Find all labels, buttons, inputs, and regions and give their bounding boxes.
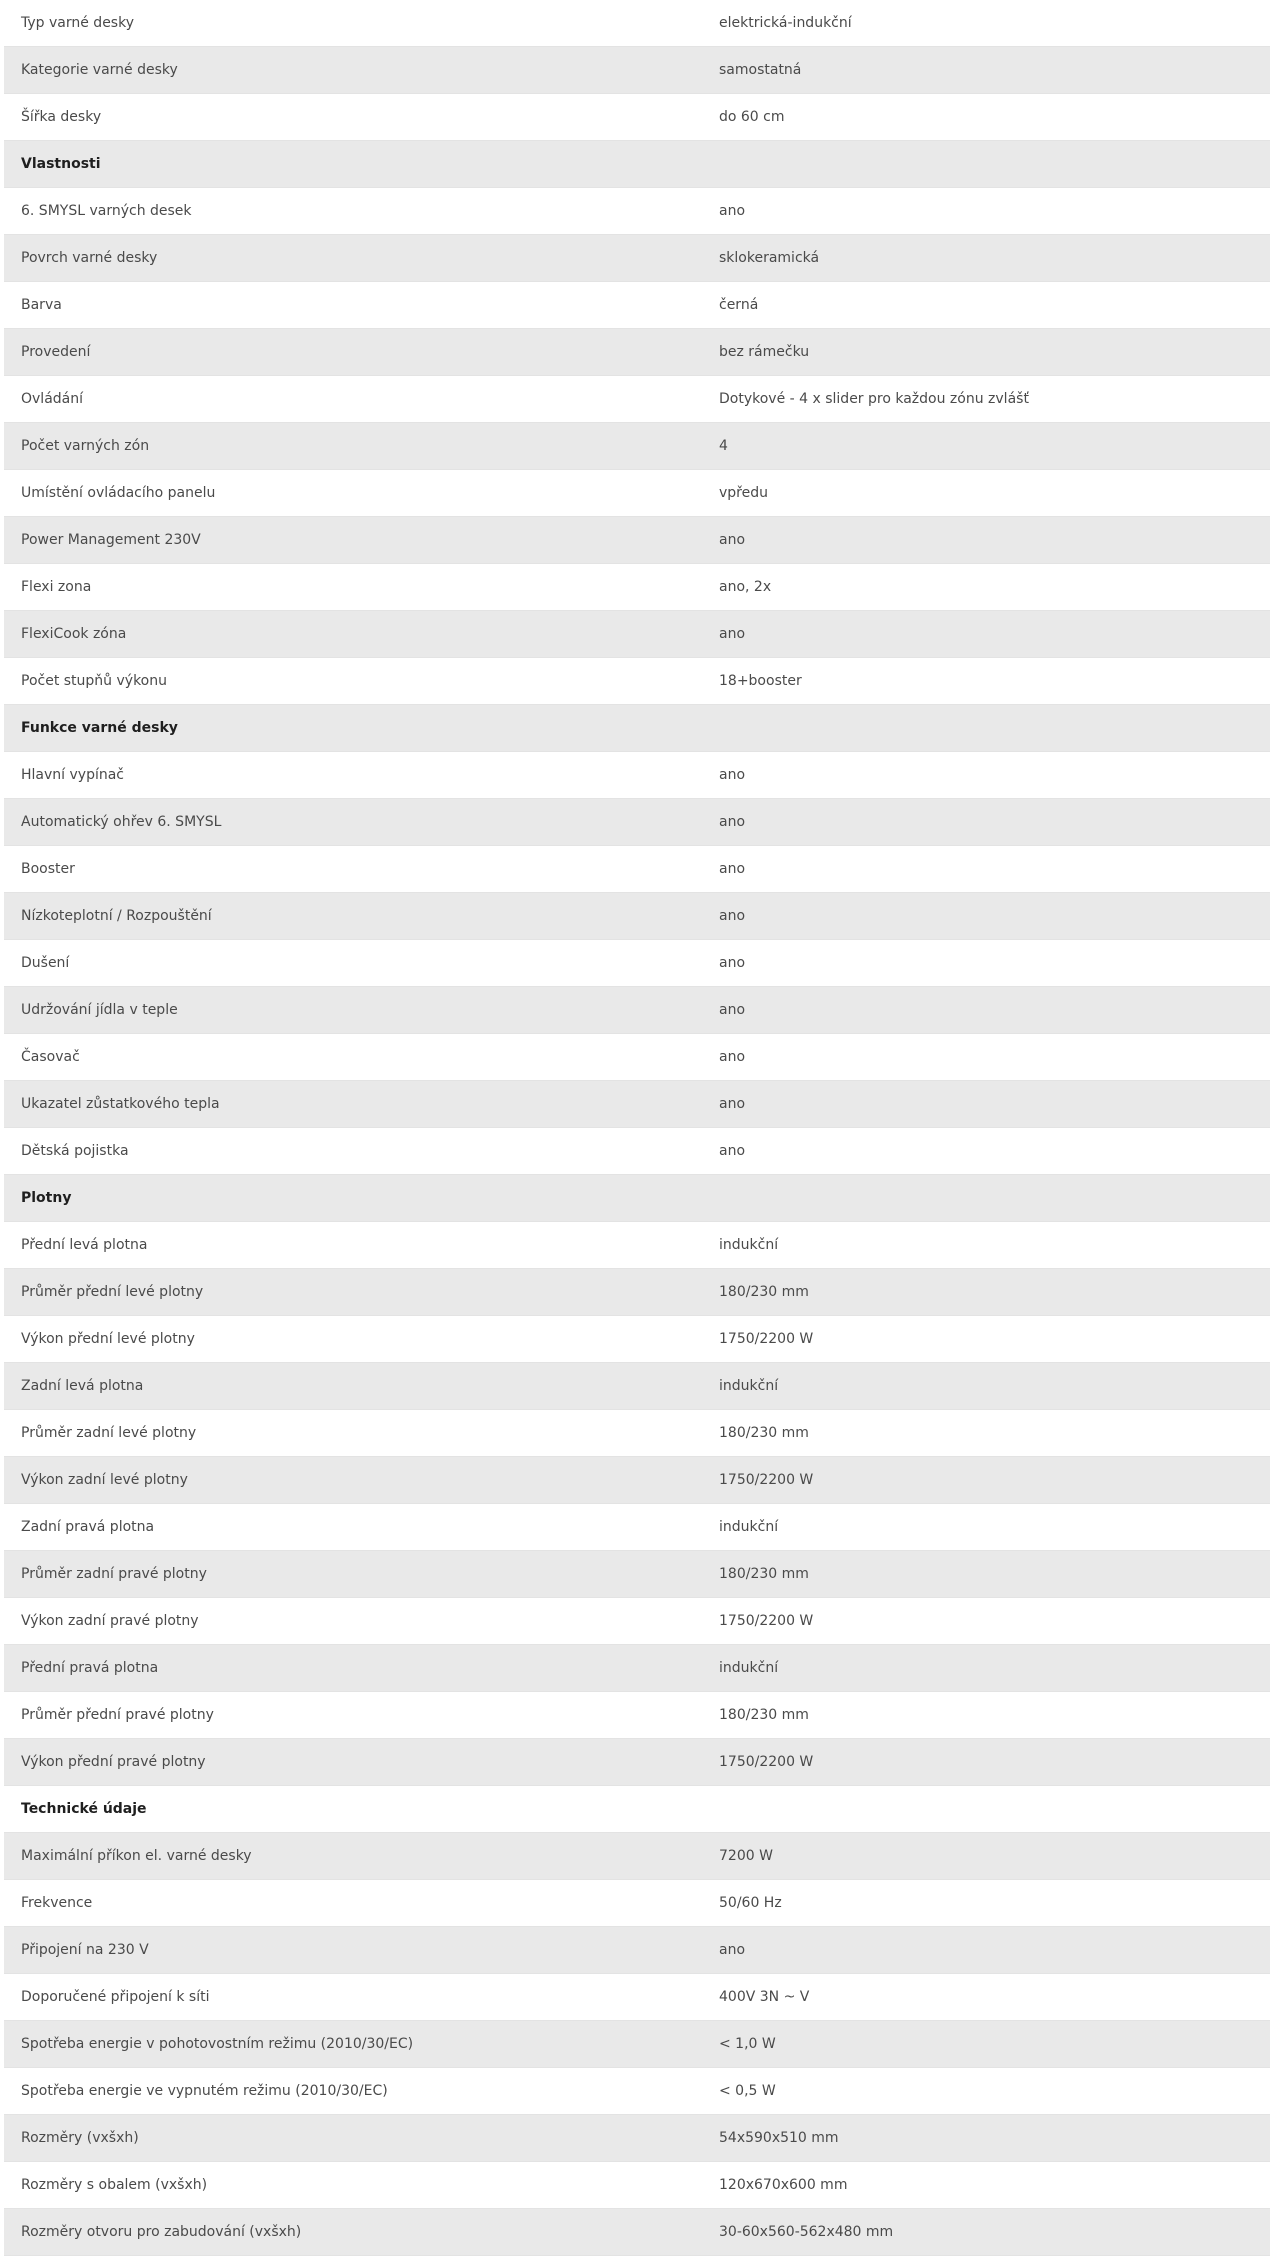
- spec-label: Dušení: [21, 955, 70, 971]
- spec-label: Připojení na 230 V: [21, 1942, 149, 1958]
- spec-value: bez rámečku: [719, 344, 810, 360]
- spec-value: 180/230 mm: [719, 1284, 809, 1300]
- spec-value: ano: [719, 626, 746, 642]
- spec-label: Provedení: [21, 344, 91, 360]
- spec-row: [4, 1880, 1270, 1927]
- spec-row: [4, 1128, 1270, 1175]
- spec-label: Rozměry (vxšxh): [21, 2130, 139, 2146]
- spec-label: Doporučené připojení k síti: [21, 1989, 210, 2005]
- spec-label: Průměr zadní pravé plotny: [21, 1566, 207, 1582]
- spec-row: [4, 1974, 1270, 2021]
- spec-label: Kategorie varné desky: [21, 62, 178, 78]
- spec-value: 120x670x600 mm: [719, 2177, 848, 2193]
- section-title: Funkce varné desky: [21, 720, 178, 736]
- spec-value: ano, 2x: [719, 579, 772, 595]
- spec-value: 7200 W: [719, 1848, 773, 1864]
- spec-value: 180/230 mm: [719, 1425, 809, 1441]
- spec-label: Barva: [21, 297, 62, 313]
- spec-label: Přední pravá plotna: [21, 1660, 159, 1676]
- spec-row: [4, 752, 1270, 799]
- spec-value: ano: [719, 814, 746, 830]
- spec-value: 54x590x510 mm: [719, 2130, 839, 2146]
- spec-row: [4, 564, 1270, 611]
- spec-label: Počet varných zón: [21, 438, 150, 454]
- section-title: Technické údaje: [21, 1801, 147, 1817]
- spec-value: ano: [719, 203, 746, 219]
- spec-value: < 0,5 W: [719, 2083, 776, 2099]
- spec-value: ano: [719, 532, 746, 548]
- spec-label: Umístění ovládacího panelu: [21, 485, 216, 501]
- spec-row: [4, 1504, 1270, 1551]
- spec-value: ano: [719, 908, 746, 924]
- spec-value: 400V 3N ~ V: [719, 1989, 810, 2005]
- spec-row: [4, 47, 1270, 94]
- spec-row: [4, 1269, 1270, 1316]
- spec-row: [4, 940, 1270, 987]
- spec-label: Výkon zadní pravé plotny: [21, 1613, 199, 1629]
- spec-label: Zadní pravá plotna: [21, 1519, 155, 1535]
- spec-label: Přední levá plotna: [21, 1237, 148, 1253]
- spec-row: [4, 423, 1270, 470]
- spec-row: [4, 235, 1270, 282]
- spec-label: Výkon přední levé plotny: [21, 1331, 195, 1347]
- spec-value: indukční: [719, 1519, 779, 1535]
- spec-value: indukční: [719, 1660, 779, 1676]
- spec-value: 30-60x560-562x480 mm: [719, 2224, 894, 2240]
- section-title: Vlastnosti: [21, 156, 101, 172]
- spec-label: FlexiCook zóna: [21, 626, 127, 642]
- spec-row: [4, 1927, 1270, 1974]
- spec-value: elektrická-indukční: [719, 15, 852, 31]
- spec-label: Spotřeba energie v pohotovostním režimu (2010/30/EC): [21, 2036, 414, 2052]
- spec-value: samostatná: [719, 62, 802, 78]
- section-header-row: [4, 141, 1270, 188]
- spec-label: Ovládání: [21, 391, 84, 407]
- spec-label: Frekvence: [21, 1895, 93, 1911]
- spec-row: [4, 2068, 1270, 2115]
- section-header-row: [4, 1175, 1270, 1222]
- spec-row: [4, 1833, 1270, 1880]
- spec-row: [4, 2115, 1270, 2162]
- spec-row: [4, 2162, 1270, 2209]
- spec-row: [4, 94, 1270, 141]
- spec-value: 1750/2200 W: [719, 1472, 814, 1488]
- spec-value: ano: [719, 767, 746, 783]
- spec-value: 1750/2200 W: [719, 1331, 814, 1347]
- spec-label: Průměr zadní levé plotny: [21, 1425, 197, 1441]
- spec-label: Hlavní vypínač: [21, 767, 124, 783]
- spec-row: [4, 282, 1270, 329]
- spec-row: [4, 0, 1270, 47]
- section-header-row: [4, 1786, 1270, 1833]
- spec-label: Spotřeba energie ve vypnutém režimu (2010/30/EC): [21, 2083, 388, 2099]
- spec-label: Booster: [21, 861, 75, 877]
- spec-row: [4, 1457, 1270, 1504]
- spec-label: Udržování jídla v teple: [21, 1002, 178, 1018]
- spec-value: 180/230 mm: [719, 1707, 809, 1723]
- spec-label: Rozměry otvoru pro zabudování (vxšxh): [21, 2224, 302, 2240]
- spec-row: [4, 893, 1270, 940]
- spec-value: 180/230 mm: [719, 1566, 809, 1582]
- spec-value: 1750/2200 W: [719, 1754, 814, 1770]
- spec-label: Flexi zona: [21, 579, 92, 595]
- spec-table: [4, 0, 1270, 2256]
- spec-label: Power Management 230V: [21, 532, 201, 548]
- spec-row: [4, 2021, 1270, 2068]
- spec-row: [4, 1316, 1270, 1363]
- spec-value: do 60 cm: [719, 109, 785, 125]
- spec-value: 18+booster: [719, 673, 802, 689]
- spec-value: vpředu: [719, 485, 768, 501]
- spec-row: [4, 799, 1270, 846]
- spec-label: Dětská pojistka: [21, 1143, 129, 1159]
- spec-row: [4, 611, 1270, 658]
- spec-value: ano: [719, 1942, 746, 1958]
- spec-row: [4, 1034, 1270, 1081]
- spec-row: [4, 1692, 1270, 1739]
- spec-value: ano: [719, 955, 746, 971]
- spec-row: [4, 1551, 1270, 1598]
- spec-value: 4: [719, 438, 728, 454]
- section-title: Plotny: [21, 1190, 72, 1206]
- spec-label: Časovač: [21, 1049, 80, 1065]
- spec-label: Rozměry s obalem (vxšxh): [21, 2177, 208, 2193]
- section-header-row: [4, 705, 1270, 752]
- spec-value: ano: [719, 861, 746, 877]
- spec-value: indukční: [719, 1237, 779, 1253]
- spec-label: Výkon přední pravé plotny: [21, 1754, 206, 1770]
- spec-row: [4, 846, 1270, 893]
- spec-value: ano: [719, 1143, 746, 1159]
- spec-label: Šířka desky: [21, 109, 102, 125]
- spec-label: Výkon zadní levé plotny: [21, 1472, 188, 1488]
- spec-row: [4, 1645, 1270, 1692]
- spec-value: < 1,0 W: [719, 2036, 776, 2052]
- spec-value: Dotykové - 4 x slider pro každou zónu zvlášť: [719, 391, 1029, 407]
- spec-value: černá: [719, 297, 759, 313]
- spec-row: [4, 329, 1270, 376]
- spec-label: Zadní levá plotna: [21, 1378, 144, 1394]
- spec-row: [4, 987, 1270, 1034]
- spec-value: sklokeramická: [719, 250, 820, 266]
- spec-value: ano: [719, 1002, 746, 1018]
- spec-value: 1750/2200 W: [719, 1613, 814, 1629]
- spec-label: Maximální příkon el. varné desky: [21, 1848, 252, 1864]
- spec-value: ano: [719, 1049, 746, 1065]
- spec-label: Automatický ohřev 6. SMYSL: [21, 814, 222, 830]
- spec-label: Nízkoteplotní / Rozpouštění: [21, 908, 212, 924]
- spec-label: Povrch varné desky: [21, 250, 158, 266]
- spec-row: [4, 1222, 1270, 1269]
- spec-row: [4, 1081, 1270, 1128]
- spec-row: [4, 658, 1270, 705]
- spec-label: Ukazatel zůstatkového tepla: [21, 1096, 220, 1112]
- spec-label: Průměr přední levé plotny: [21, 1284, 204, 1300]
- spec-row: [4, 470, 1270, 517]
- spec-label: Průměr přední pravé plotny: [21, 1707, 214, 1723]
- spec-label: 6. SMYSL varných desek: [21, 203, 192, 219]
- spec-value: indukční: [719, 1378, 779, 1394]
- spec-row: [4, 376, 1270, 423]
- spec-row: [4, 1739, 1270, 1786]
- spec-label: Typ varné desky: [21, 15, 134, 31]
- spec-row: [4, 2209, 1270, 2256]
- spec-value: 50/60 Hz: [719, 1895, 782, 1911]
- spec-row: [4, 1410, 1270, 1457]
- spec-value: ano: [719, 1096, 746, 1112]
- spec-row: [4, 517, 1270, 564]
- spec-row: [4, 188, 1270, 235]
- spec-row: [4, 1598, 1270, 1645]
- spec-row: [4, 1363, 1270, 1410]
- spec-label: Počet stupňů výkonu: [21, 673, 167, 689]
